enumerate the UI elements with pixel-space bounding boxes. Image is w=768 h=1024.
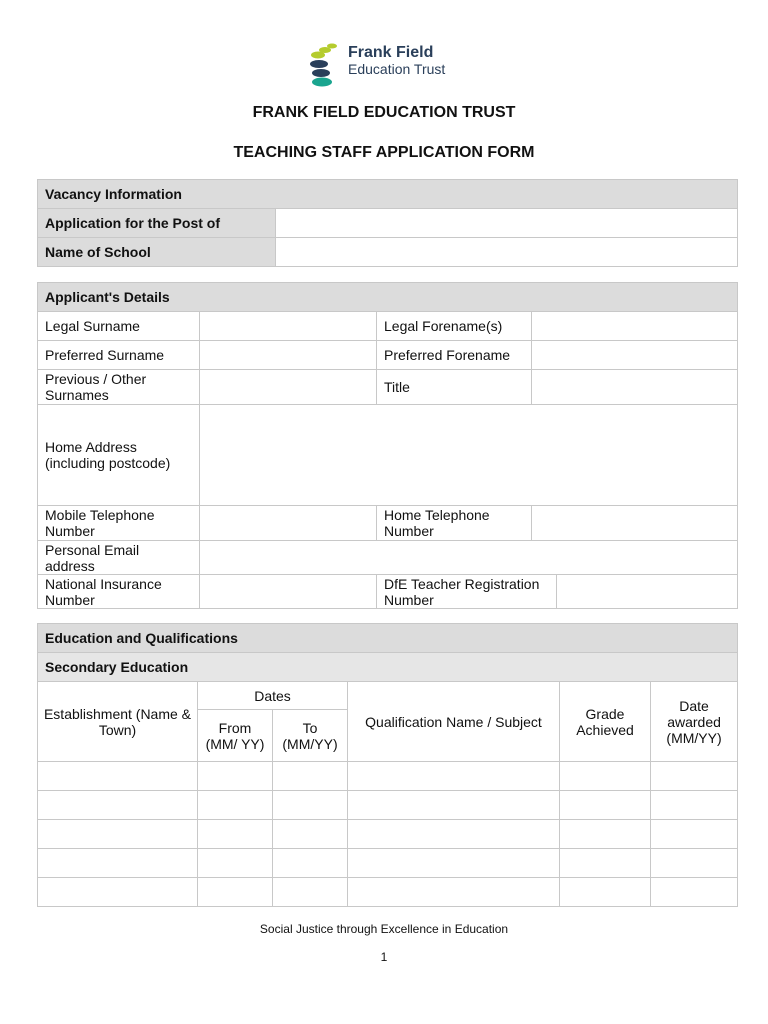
logo-line1: Frank Field — [348, 44, 434, 61]
title-label: Title — [377, 370, 532, 405]
logo-mark-icon — [306, 42, 346, 92]
preferred-forename-label: Preferred Forename — [377, 341, 532, 370]
preferred-forename-input[interactable] — [532, 341, 738, 370]
grade-input[interactable] — [560, 820, 651, 849]
establishment-input[interactable] — [38, 849, 198, 878]
ni-input[interactable] — [200, 575, 377, 609]
home-address-input[interactable] — [200, 405, 738, 506]
from-input[interactable] — [198, 820, 273, 849]
table-row — [38, 791, 738, 820]
col-from: From (MM/ YY) — [198, 710, 273, 762]
education-header: Education and Qualifications — [38, 624, 738, 653]
home-phone-input[interactable] — [532, 506, 738, 541]
dfe-input[interactable] — [557, 575, 738, 609]
establishment-input[interactable] — [38, 878, 198, 907]
establishment-input[interactable] — [38, 791, 198, 820]
col-grade: Grade Achieved — [560, 682, 651, 762]
from-input[interactable] — [198, 762, 273, 791]
date-awarded-input[interactable] — [651, 849, 738, 878]
mobile-input[interactable] — [200, 506, 377, 541]
col-dates: Dates — [198, 682, 348, 710]
grade-input[interactable] — [560, 762, 651, 791]
vacancy-header: Vacancy Information — [38, 180, 738, 209]
from-input[interactable] — [198, 791, 273, 820]
establishment-input[interactable] — [38, 820, 198, 849]
to-input[interactable] — [273, 820, 348, 849]
table-row — [38, 820, 738, 849]
school-input[interactable] — [276, 238, 738, 267]
qualification-input[interactable] — [348, 849, 560, 878]
page-number: 1 — [380, 950, 388, 964]
qualification-input[interactable] — [348, 820, 560, 849]
preferred-surname-label: Preferred Surname — [38, 341, 200, 370]
to-input[interactable] — [273, 849, 348, 878]
grade-input[interactable] — [560, 878, 651, 907]
to-input[interactable] — [273, 878, 348, 907]
ni-label: National Insurance Number — [38, 575, 200, 609]
table-row — [38, 762, 738, 791]
legal-surname-input[interactable] — [200, 312, 377, 341]
form-title: TEACHING STAFF APPLICATION FORM — [233, 144, 535, 161]
mobile-label: Mobile Telephone Number — [38, 506, 200, 541]
home-address-label: Home Address (including postcode) — [38, 405, 200, 506]
footer-tagline: Social Justice through Excellence in Education — [259, 922, 509, 936]
logo-line2: Education Trust — [348, 61, 446, 77]
email-input[interactable] — [200, 541, 738, 575]
date-awarded-input[interactable] — [651, 820, 738, 849]
col-establishment: Establishment (Name & Town) — [38, 682, 198, 762]
post-input[interactable] — [276, 209, 738, 238]
establishment-input[interactable] — [38, 762, 198, 791]
from-input[interactable] — [198, 878, 273, 907]
to-input[interactable] — [273, 791, 348, 820]
title-input[interactable] — [532, 370, 738, 405]
preferred-surname-input[interactable] — [200, 341, 377, 370]
post-label: Application for the Post of — [38, 209, 276, 238]
date-awarded-input[interactable] — [651, 791, 738, 820]
qualification-input[interactable] — [348, 762, 560, 791]
to-input[interactable] — [273, 762, 348, 791]
col-to: To (MM/YY) — [273, 710, 348, 762]
col-qualification: Qualification Name / Subject — [348, 682, 560, 762]
secondary-header: Secondary Education — [38, 653, 738, 682]
applicant-table — [37, 282, 738, 609]
page-title: FRANK FIELD EDUCATION TRUST — [252, 104, 516, 121]
grade-input[interactable] — [560, 849, 651, 878]
table-row — [38, 849, 738, 878]
trust-logo — [306, 42, 476, 92]
applicant-header: Applicant's Details — [38, 283, 738, 312]
legal-forename-input[interactable] — [532, 312, 738, 341]
legal-forename-label: Legal Forename(s) — [377, 312, 532, 341]
qualification-input[interactable] — [348, 878, 560, 907]
email-label: Personal Email address — [38, 541, 200, 575]
home-phone-label: Home Telephone Number — [377, 506, 532, 541]
school-label: Name of School — [38, 238, 276, 267]
vacancy-table — [37, 179, 738, 267]
date-awarded-input[interactable] — [651, 878, 738, 907]
previous-surnames-input[interactable] — [200, 370, 377, 405]
date-awarded-input[interactable] — [651, 762, 738, 791]
col-date-awarded: Date awarded (MM/YY) — [651, 682, 738, 762]
qualification-input[interactable] — [348, 791, 560, 820]
grade-input[interactable] — [560, 791, 651, 820]
legal-surname-label: Legal Surname — [38, 312, 200, 341]
education-table — [37, 623, 738, 907]
previous-surnames-label: Previous / Other Surnames — [38, 370, 200, 405]
dfe-label: DfE Teacher Registration Number — [377, 575, 557, 609]
from-input[interactable] — [198, 849, 273, 878]
table-row — [38, 878, 738, 907]
